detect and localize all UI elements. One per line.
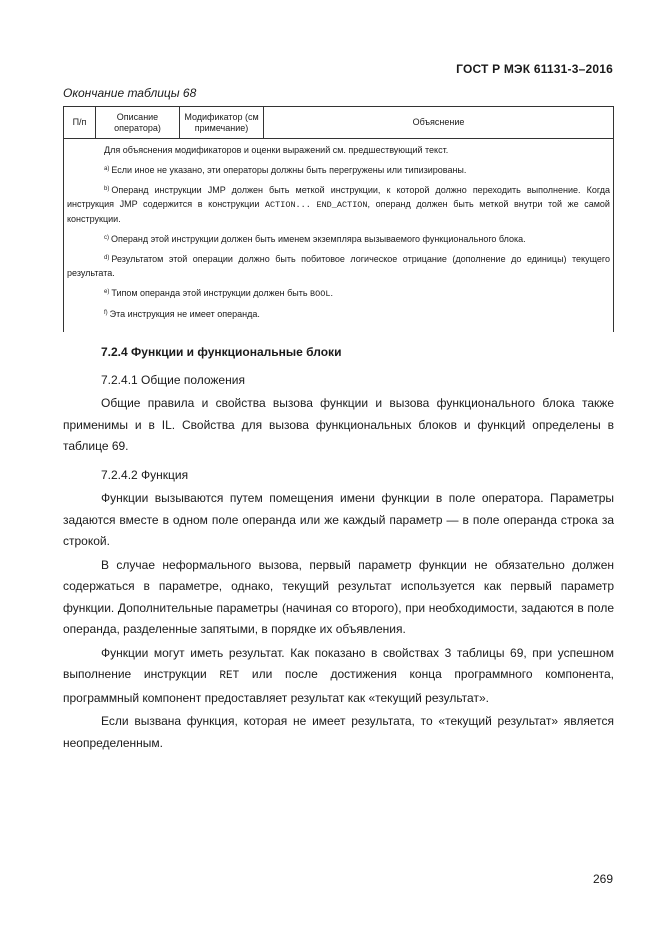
col-header-description: Описание оператора) bbox=[96, 107, 180, 139]
note-general: Для объяснения модификаторов и оценки выражений см. предшествующий текст. bbox=[104, 145, 449, 155]
col-header-number: П/п bbox=[64, 107, 96, 139]
note-c: $^{c)}$ Операнд этой инструкции должен быть именем экземпляра вызываемого функционального блока. bbox=[104, 234, 526, 244]
note-e-marker: e) bbox=[104, 289, 110, 295]
subsection-heading-general: 7.2.4.1 Общие положения bbox=[101, 372, 245, 387]
code-action: ACTION... bbox=[264, 200, 311, 210]
paragraph-informal-call: В случае неформального вызова, первый параметр функции не обязательно должен содержаться в параметре, однако, текущий результат используется как первый параметр функции. Дополнительные параметры (начиная со второго), при необходимости, задаются в поле операнда, разделенные запятыми, в порядке их объявления. bbox=[63, 557, 614, 636]
page-number: 269 bbox=[592, 872, 613, 886]
table-notes-cell bbox=[64, 139, 614, 333]
note-f-marker: f) bbox=[104, 310, 108, 316]
table-caption: Окончание таблицы 68 bbox=[63, 86, 197, 100]
section-heading: 7.2.4 Функции и функциональные блоки bbox=[101, 345, 342, 359]
note-b: $^{b)}$ Операнд инструкции JMP должен быть меткой инструкции, к которой должно переходить выполнение. Когда инструкция JMP содержится в конструкции ACTION... END_ACTION, операнд должен быть меткой внутри той же самой конструкции. bbox=[67, 185, 610, 224]
col-header-explanation: Объяснение bbox=[264, 107, 614, 139]
paragraph-function-call: Функции вызываются путем помещения имени функции в поле оператора. Параметры задаются вместе в одном поле операнда или же каждый параметр — в поле операнда строка за строкой. bbox=[63, 491, 614, 548]
table-68-end bbox=[63, 106, 614, 332]
standard-designation: ГОСТ Р МЭК 61131-3–2016 bbox=[456, 62, 613, 76]
note-d: $^{d)}$ Результатом этой операции должно быть побитовое логическое отрицание (дополнение до единицы) текущего результата. bbox=[67, 254, 610, 278]
section-body bbox=[63, 342, 614, 756]
note-c-marker: c) bbox=[104, 235, 109, 241]
note-a-marker: a) bbox=[104, 166, 110, 172]
paragraph-function-result: Функции могут иметь результат. Как показано в свойствах 3 таблицы 69, при успешном выполнение инструкции RET или после достижения конца программного компонента, программный компонент предоставляет результат как «текущий результат». bbox=[63, 645, 614, 705]
note-b-marker: b) bbox=[104, 186, 110, 192]
note-e: $^{e)}$ Типом операнда этой инструкции должен быть BOOL. bbox=[104, 288, 333, 299]
table-header-row bbox=[64, 107, 614, 139]
note-d-marker: d) bbox=[104, 255, 110, 261]
paragraph-general-rules: Общие правила и свойства вызова функции и вызова функционального блока также применимы и в IL. Свойства для вызова функциональных блоков и функций определены в таблице 69. bbox=[63, 396, 614, 453]
code-ret: RET bbox=[219, 670, 240, 682]
paragraph-no-result: Если вызвана функция, которая не имеет результата, то «текущий результат» является неопределенным. bbox=[63, 714, 614, 750]
note-a: $^{a)}$ Если иное не указано, эти операторы должны быть перегружены или типизированы. bbox=[104, 165, 467, 175]
note-f: $^{f)}$ Эта инструкция не имеет операнда. bbox=[104, 309, 260, 319]
code-bool: BOOL bbox=[310, 289, 331, 299]
code-end-action: END_ACTION bbox=[316, 200, 368, 210]
subsection-heading-function: 7.2.4.2 Функция bbox=[101, 467, 189, 482]
col-header-modifier: Модификатор (см примечание) bbox=[180, 107, 264, 139]
